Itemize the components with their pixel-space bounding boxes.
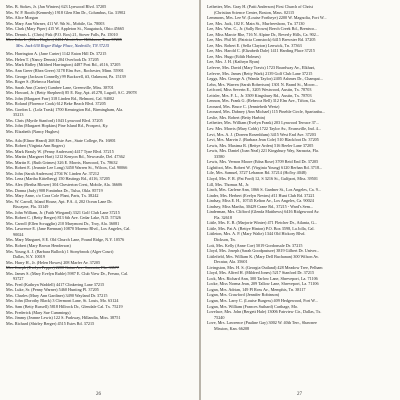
directory-entry: Mrs. James S. (Mary Evelyn Ruble) 5987 E. Club View Dr., Fresno, Cal.: [6, 270, 129, 276]
directory-entry: Lloyd, Mrs. F. R. (Pat Ford) 12, S 3216 St., Gulfport, Miss. 39501: [207, 175, 318, 181]
directory-entry: Linder, Mrs. Herbert (Evelyn Nevins) #11 Hunt Club Rd. 37221: [207, 192, 315, 198]
directory-entry: 33580: [214, 153, 225, 159]
directory-entry: Lile, Mrs. Samuel, 3727 Lebanon Rd. 37214 (Hol'ny 4048): [207, 170, 307, 176]
directory-entry: Mrs. Donna (Judy) 908 Fontinbra Dr., Tulsa, Okla. 85719: [6, 187, 103, 193]
directory-entry: Linch, Mrs. Carlene Ann, 1066 S. Gardner St., Los Angeles, Ca. 9...: [207, 187, 321, 193]
directory-entry: Mrs. Elizabeth (Nancy Hughes): [6, 129, 60, 135]
directory-entry: Lee, Mrs. Wm. C., Jr. (Sally Brown) Beech Creek Rd., Brentwo...: [207, 26, 318, 32]
directory-entry: Fla. 32618: [214, 214, 232, 220]
directory-entry: Mrs. Mary Ann Warner, 411 W. 9th St., Mobile, Ga. 78003: [6, 20, 105, 26]
left-page-entries: [6, 4, 195, 326]
directory-entry: Lewis, Mrs. Vernon Moore (Edna Rose) 3709 Reid End Dr. 37205: [207, 159, 319, 165]
directory-entry: Mrs. Helen T. (Nancy Dennis) 204 Overlook Dr. 37205: [6, 56, 99, 62]
directory-entry: Lee, Miss Marcie Rhe, 716 N. Alpine Dr., Beverly Hills, Ca. 902...: [207, 31, 319, 37]
directory-entry: Lefevre, Mrs. David (Mary Travis) 1723 Boardway Av., Elkhart,: [207, 65, 316, 71]
directory-entry: Mrs. W. P. Booth (Kennedy) 1918 Glen Elm Dr., Columbus, Ga. 31902: [6, 9, 126, 15]
directory-entry: Lovelace, Mrs. John (Bergett Hale) 13006 Fairview Cir., Dallas, Tx.: [207, 309, 322, 315]
right-page: [201, 0, 400, 400]
directory-entry: 75240: [214, 314, 225, 320]
directory-entry: Decatur, Ala. 35601: [214, 259, 248, 265]
left-page-number: 26: [96, 392, 101, 397]
directory-entry: Mrs. George (Jackson Connelly) 99 Buckwell, #3, Oakmont, Pa. 15139: [6, 73, 126, 79]
directory-entry: Leifcord, Miss Severin E., 3205 Westwood, Austin, Tx. 78703: [207, 87, 312, 93]
directory-entry: 90024: [13, 231, 24, 237]
directory-entry: Littleton, Mrs. A. P. (Mary Walte) 1344 Old Hickory Blvd.: [207, 231, 306, 237]
directory-entry: Biscayne, Fla. 33149: [13, 204, 49, 210]
directory-entry: Mrs. Martin (Margaret Hart) 1212 Kenyon Rd., Newcastle, Del. 47362: [6, 154, 125, 160]
directory-entry: Mrs. John (Margaret Farr) 318 Linden Rd., Belmont, Cal. 94002: [6, 95, 115, 101]
directory-entry: Lemmons, Mrs. Lee W. (Louise Fortheye) 2200 W. Magnolia, Fort W...: [207, 15, 327, 21]
directory-entry: Logan, Mrs. Crawford (Jennifer Robinson): [207, 292, 280, 298]
directory-entry: 35213: [13, 112, 24, 118]
directory-entry: Logan, Mrs. Larry C. (Louise Burgess) 409 Hedgewood, Fort W...: [207, 297, 318, 303]
directory-entry: Mrs. John L. (Ellen Hughes) 2404 Alcott Ave. Hillsboro, Tenn 37205: [6, 37, 122, 43]
directory-entry: Logan, Mrs. Adrian, 149 Pl Ross Av., Memphis, Tn. 38117: [207, 286, 306, 292]
directory-entry: Lefevre, Mrs. James (Betty Wark) 2139 Golf Club Lane 37215: [207, 70, 313, 76]
directory-entry: Mrs. Lawrence E. (Jane Brennan) 10870 Moreno Blvd., Los Angeles, Cal.: [6, 226, 131, 232]
directory-entry: Dallas, N.Y. 10019: [13, 254, 45, 260]
directory-entry: Lee, Mrs. Robert E. (Sella Clayton) Lenwick, Tn. 37363: [207, 42, 302, 48]
directory-entry: Mrs. John William, Jr. (Faith Wiegand) 3321 Golf Club Lane 37215: [6, 209, 120, 215]
directory-entry: Mrs. Roger S. (Rebecca Harbin): [6, 79, 61, 85]
directory-entry: Lev. Mrs. Morris (Mary Cobb) 1722 Taylor Av., Evansville, Ind. 4...: [207, 126, 322, 132]
directory-entry: Mrs. Richard (Shirley Berger) 4515 Estes Rd. 37215: [6, 320, 95, 326]
directory-entry: Lock, Mrs. Richard Ann, 300 Tarlow Lane, Shreveport, La. 71106: [207, 275, 318, 281]
directory-entry: Mrs. Lena (Martha Kittelberg) 150 Hastings Rd., #116, 37205: [6, 176, 110, 182]
directory-entry: Mrs. Luke, Sr. (Penny Warner) 5460 Hunting Pl. 37205: [6, 287, 99, 293]
right-page-entries: [207, 4, 396, 331]
directory-entry: Leslie, Mrs. Robert (Betty Harbin): [207, 114, 266, 120]
directory-entry: Mrs. Dennis L. (Chris) Fisk (P.O. Box) 21, Stover Falls, Pa. 15010: [6, 31, 118, 37]
directory-entry: Littlefield, Mrs. William K. (Mary Dell Buchanan) 300 Wilson Av.: [207, 253, 319, 259]
directory-entry: 93727: [13, 276, 24, 282]
right-page-number: 27: [297, 392, 302, 397]
directory-entry: Mrs. Mary Margaret, 8 E. Old Church Lane, Pound Ridge, N.Y. 10576: [6, 237, 125, 243]
directory-entry: Mrs. Harrington A. (Jane Carter) 1142 Eaton Hill Dr. 37215: [6, 51, 107, 57]
directory-entry: Mrs. Charles (Mary Ann Gardiner) 3490 Wayland Dr. 37215: [6, 292, 108, 298]
directory-entry: Mrs. Alice Morgan: [6, 15, 38, 21]
directory-entry: Mrs. Young A. J. (Barbara Bullock) 1 Stonybrook (Alger Court): [6, 248, 114, 254]
directory-entry: Leonard, Mrs. Bruce C. (Jenniebeth Wertz): [207, 103, 280, 109]
directory-entry: Leonard, Mrs. Dabney (Ann Michael) 115 Pinehle Circle, Spartanbu...: [207, 109, 325, 115]
left-page: [0, 0, 199, 400]
directory-entry: Mission, Kan. 66208: [214, 325, 250, 331]
directory-entry: Lewis, Mrs. Maxima R. (Bettye Arden) 516 Beeler Lane 37205: [207, 142, 314, 148]
directory-entry: Mrs. Roland (Florence Cook) 612 Beke Beach Blvd. 37205: [6, 101, 106, 107]
directory-entry: Leggs, Mrs. George A. (Wanda Taylor) 2405 Ashmes Dr., Champai...: [207, 76, 323, 82]
directory-entry: Letbetter, Mrs. Gray H. (Patti Anderson) First Church of Christ: [207, 4, 313, 9]
directory-entry: Mrs. Sarah Ann (Carter) Cumbee Lane, Greenville, Miss. 38701: [6, 84, 114, 90]
directory-entry: Logan, Mrs. William (Frances Suthard) Carthage, Mo.: [207, 303, 299, 309]
directory-entry: Locke, Miss Norma Jean, 209 Tallow Lane, Shreveport, La. 71106: [207, 281, 319, 287]
directory-entry: Dickson, Tn.: [214, 236, 236, 242]
directory-entry: Mrs. Frederick (Mary Sue Cummings): [6, 309, 71, 315]
directory-entry: Lott, Mrs. Kelly (Anne Coe) 5019 Gordonsale Dr. 37215: [207, 242, 303, 248]
directory-entry: Levi, Mrs. Marvin J. (Barbara Jean Cole) 510 Blackfoot Dr. 37205: [207, 137, 319, 143]
directory-entry: Lee, Mrs. J. H. (Kathryn Ryan): [207, 59, 260, 65]
directory-entry: Mrs. Robert (Virginia Ann Rogers): [6, 143, 65, 149]
directory-entry: Lindsay, Miss E. H., 10745 Kelton Av., Los Angeles, Ca. 90024: [207, 198, 314, 204]
directory-entry: Mrs. Mark Ridley (Mildred Harrington) 4487 Post Rd., #116, 37205: [6, 62, 121, 68]
directory-entry: Lindsey, Miss Martha, 30429 Crane Rd., 37215 - Ward's Sem...: [207, 203, 314, 209]
directory-entry: Mrs. Robert E. (Jeannie Lee Long) 3450 Warren St., Wilcox, Cal. 90066: [6, 165, 128, 171]
directory-entry: Mrs. B. Stokes, Jr. (Jan Winters) 623 Lynwood Blvd. 37205: [6, 4, 107, 9]
directory-entry: Mrs. Robert (Mary Brown Henderson): [6, 242, 71, 248]
directory-entry: Mrs. Fred (Kathryn Waddell) 4417 Clinkering Lane 37215: [6, 281, 105, 287]
directory-entry: Mrs. Robert C. (Betty Berger) 813 6th Ave. Cedar Lake, N.D. 57326: [6, 215, 121, 221]
directory-entry: Mrs. Ann Greer (Rhea Greer) 3178 Elm Ave., Rochester, Minn. 55901: [6, 68, 124, 74]
directory-entry: Lill, Mrs. Thomas M., Jr.: [207, 181, 250, 187]
directory-entry: Mrs. John (Sarah Anderson) 2704 W. Linden Av. 37212: [6, 170, 100, 176]
directory-entry: Mrs. W. Carroll, Island House, Apt. P.A. 4, 202 Ocean Lane Dr.: [6, 198, 113, 204]
directory-entry: Lewis, Mrs. Daniel (Joan Neal) 221 Kingsbury Way, Sarasota, Fla.: [207, 148, 319, 154]
directory-entry: Mrs. Martin E. (Ruth Grimes) 326 E. Morris, Harwood, Tx. 78632: [6, 159, 118, 165]
directory-entry: Lloyd, Mrs. Joseph (Sarah Goodpasture) 3819 Gilbert Dr. Univer...: [207, 248, 320, 254]
directory-entry: Linderman, Mrs. Clifford (Glenda Matthews) 6416 Ridgewood Av.: [207, 209, 320, 215]
directory-entry: Mrs. Clark (Mary Piper) 415 W. Appleton St., Naugatuck, Ohio 45665: [6, 26, 125, 32]
directory-entry: Little, Mrs. E. B. (Marjorie Winter) 471 Fletcher Dr., Atlanta, G...: [207, 220, 318, 226]
directory-entry: Livingston, Mrs. H. S. (Georgia Outland) 428 Meadow Tree, Pelham: [207, 264, 323, 270]
directory-entry: Lehn, Mrs. Warren (Sarah Robertson) 1301 N. Brand St., Moorc...: [207, 81, 319, 87]
directory-entry: Mrs. John (Dorothy Black) 3 Clermont Lane, St. Louis, Mo. 63124: [6, 298, 119, 304]
directory-entry: Mrs. Mary Anne, c/o Cora Cole Plant, Paris, Tx. 38242: [6, 193, 99, 199]
directory-entry: Mrs. Carroll (Ellen Scrugglin) 210 Marymont Dr., Troy, Ala. 36081: [6, 220, 120, 226]
directory-entry: Little, Mrs. Pat A. (Bettye Hinton) P.O. Box 3598, La Jolla, Cal.: [207, 225, 315, 231]
directory-entry: Letbetter, Mrs. William (Evelyn Frank) 203 Lynwood Terrace 37...: [207, 120, 319, 126]
directory-entry: Love, Mrs. Lawrence (Pauline Gay) 3002 W. 40th Terr., Shawnee: [207, 320, 317, 326]
directory-entry: Lee, Mrs. Jack, 102 E. Main St., Murfreesboro, Tn. 37130: [207, 20, 305, 26]
directory-entry: Lee, Mrs. Phil M. (Patricia Comstock) 6415 Brewster Rd. 37205: [207, 37, 316, 43]
directory-entry: Mrs. Harry H., Jr. (Helen Howes) 208 Marfer Av. 37205: [6, 259, 101, 265]
directory-entry: Lightfoot, Mrs. Robert W. (Virginia Young) 6120 Berhan Rd. 3718...: [207, 164, 323, 170]
directory-entry: Mrs. Joseph (Evelyn Pepper) 2200 Gatun Ave. Sarasota, Fla. 33577: [6, 265, 120, 271]
directory-entry: Lee, Mrs. Hugo (Edith Holmes): [207, 53, 261, 59]
directory-entry: Mrs. Sam (Betty Russell) 5818 Hillrock Dr., Glendale Cal. Tx. 75219: [6, 303, 123, 309]
directory-entry: Mrs. Jimmy (Jeanne Lewis) 122 S. Parkway, Hillandia, Miss. 38751: [6, 315, 121, 321]
directory-entry: Lennon, Mrs. Frank G. (Rebecca Bell) 312 Elm Ave., Tifton, Ga.: [207, 98, 316, 104]
directory-entry: Mrs. Mark Beasly W. (Penny Anderson) 4417 Tyne Blvd. 37215: [6, 148, 114, 154]
directory-entry: Mrs. Chris (Myrtle Stanford) 1043 Lynwood Blvd. 37205: [6, 117, 103, 123]
directory-entry: Mrs. Alex (Bertha Blower) 304 Chesterton Crest, Mobile, Ala. 36606: [6, 181, 123, 187]
directory-entry: Leitsler, Mrs. F. L., Jr. 3509 Kingsbury Rd., Austin, Tx. 78703: [207, 92, 312, 98]
directory-entry: Lloyd, Mrs. Alfred H. (Mildred Jones) 5217 Stanford Dr. 37215: [207, 270, 315, 276]
directory-entry: Mrs. Ada (Elinor Heard) 268 Elsie Ave., State College, Pa. 16801: [6, 137, 116, 143]
directory-entry: Lee, Mrs. Harold C. (Elizabeth Dale) 1411 Harding Place 37215: [207, 48, 315, 54]
directory-entry: Mrs. Gordon L. (Lola Trask) 1700 Kensington Rd., Birmingham, Ala.: [6, 106, 124, 112]
handwritten-note: Mrs. Jack 630 Roger Ridge Place, Nashville, TN 37215: [16, 42, 110, 48]
directory-entry: Mrs. John (Margaret Hopkins) Pine Island Rd., Prospect, Ky.: [6, 123, 109, 129]
directory-entry: Levi, Mrs. A. J. (Doreen Rosenblum) 3415 West End Ave. 37203: [207, 131, 316, 137]
directory-entry: Mrs. Howard, Jr. (Betty Shepherd) 85 E. Bay, Apt. #1278, Lugoff, S.C. 29078: [6, 90, 137, 96]
directory-entry: (Christian Science Center, Boston, Mass. 02115: [214, 9, 295, 15]
